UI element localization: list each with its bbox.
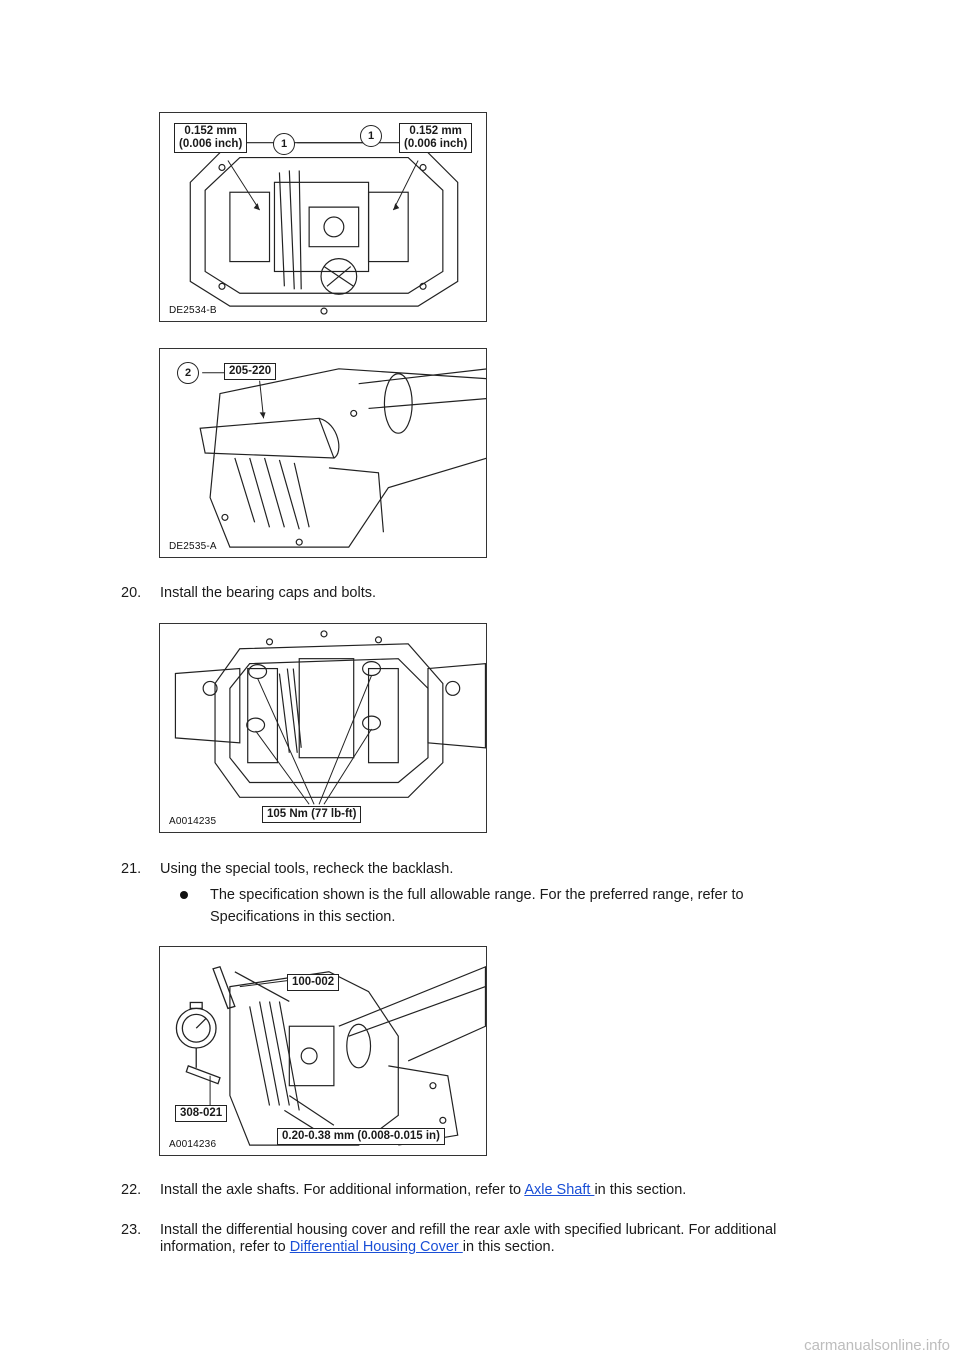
callout-tool-308-021: 308-021 [175,1105,227,1122]
figure-a0014236 [159,946,487,1156]
bearing-caps-illustration [160,624,486,832]
callout-torque: 105 Nm (77 lb-ft) [262,806,361,823]
figure-a0014235 [159,623,487,833]
watermark: carmanualsonline.info [804,1337,950,1354]
step-number: 20. [121,585,142,601]
step-text-before: Install the axle shafts. For additional information, refer to [160,1182,525,1198]
callout-backlash-range: 0.20-0.38 mm (0.008-0.015 in) [277,1128,445,1145]
shim-driver-tool-illustration [160,349,486,557]
figure-id: DE2535-A [169,541,217,552]
step-text: Install the bearing caps and bolts. [160,585,377,601]
step-text-after: in this section. [462,1239,555,1255]
step-text [160,1180,820,1201]
link-axle-shaft[interactable]: Axle Shaft [524,1182,595,1198]
callout-number-right: 1 [360,125,382,147]
step-text [160,1222,800,1256]
step-text-after: in this section. [594,1182,687,1198]
callout-shim-left: 0.152 mm (0.006 inch) [174,123,247,153]
step-number: 22. [121,1182,142,1198]
figure-de2534-b [159,112,487,322]
callout-tool-100-002: 100-002 [287,974,339,991]
callout-shim-right: 0.152 mm (0.006 inch) [399,123,472,153]
callout-number-left: 1 [273,133,295,155]
step-number: 23. [121,1222,142,1238]
callout-number: 2 [177,362,199,384]
step-text-before: Install the differential housing cover and refill the rear axle with specified lubricant. For additional information, refer to [160,1222,777,1255]
figure-id: DE2534-B [169,305,217,316]
callout-tool-205-220: 205-220 [224,363,276,380]
figure-id: A0014235 [169,816,217,827]
bullet-text: The specification shown is the full allowable range. For the preferred range, refer to Specifications in this section. [210,887,744,925]
figure-de2535-a [159,348,487,558]
bullet-icon [180,891,188,899]
step-number: 21. [121,861,142,877]
step-text: Using the special tools, recheck the backlash. [160,861,454,877]
link-differential-housing-cover[interactable]: Differential Housing Cover [289,1239,463,1255]
figure-id: A0014236 [169,1139,217,1150]
